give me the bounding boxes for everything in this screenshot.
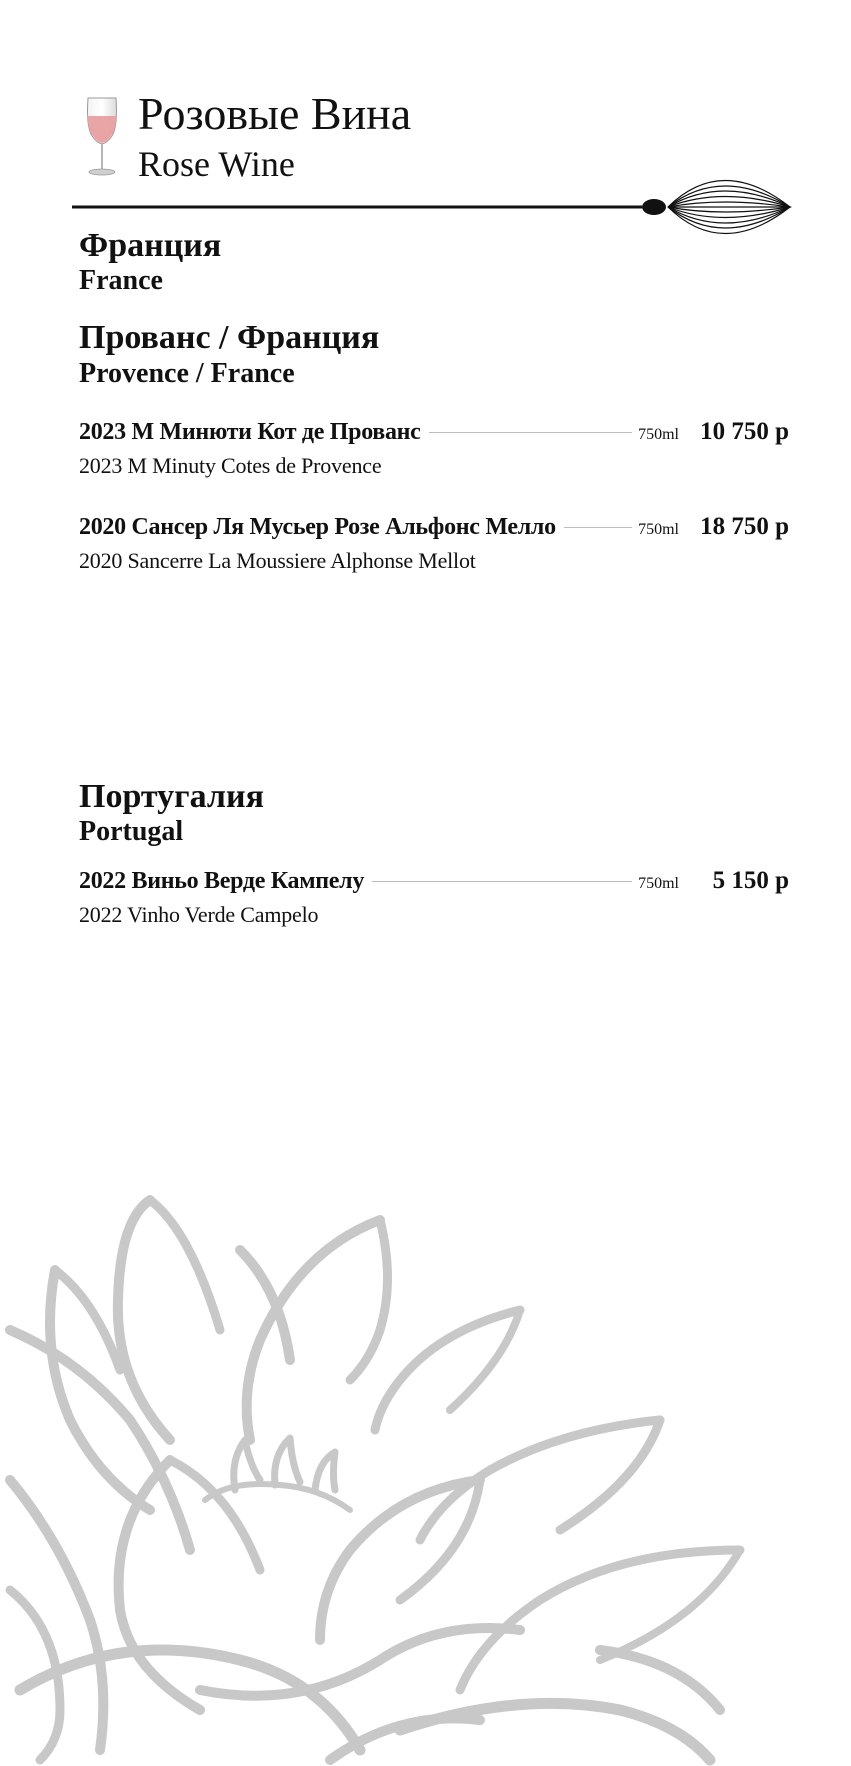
wine-name-en: 2022 Vinho Verde Campelo <box>79 902 319 927</box>
rose-wine-glass-icon <box>84 96 120 178</box>
dotted-leader <box>564 527 632 528</box>
region-title-en: Provence / France <box>79 358 295 389</box>
wine-volume: 750ml <box>638 426 679 443</box>
wine-name-ru: 2022 Виньо Верде Кампелу <box>79 868 365 894</box>
country-title-ru: Франция <box>79 227 222 264</box>
page-title-en: Rose Wine <box>138 144 295 184</box>
wine-name-ru: 2023 M Минюти Кот де Прованс <box>79 419 421 445</box>
wine-name-en: 2023 M Minuty Cotes de Provence <box>79 453 382 478</box>
lotus-decoration <box>0 1190 851 1766</box>
wine-volume: 750ml <box>638 521 679 538</box>
country-title-en: France <box>79 265 163 296</box>
page-title-ru: Розовые Вина <box>138 88 412 139</box>
wine-item <box>79 867 789 929</box>
country-title-ru: Португалия <box>79 778 264 815</box>
wine-price: 10 750 р <box>700 418 789 445</box>
wine-item <box>79 418 789 480</box>
dotted-leader <box>372 881 632 882</box>
dotted-leader <box>429 432 633 433</box>
wine-price: 18 750 р <box>700 513 789 540</box>
wine-name-ru: 2020 Сансер Ля Мусьер Розе Альфонс Мелло <box>79 514 556 540</box>
wine-item <box>79 513 789 575</box>
wine-name-en: 2020 Sancerre La Moussiere Alphonse Mellot <box>79 548 476 573</box>
wine-volume: 750ml <box>638 875 679 892</box>
wine-price: 5 150 р <box>712 867 789 894</box>
country-title-en: Portugal <box>79 816 184 847</box>
region-title-ru: Прованс / Франция <box>79 319 380 356</box>
